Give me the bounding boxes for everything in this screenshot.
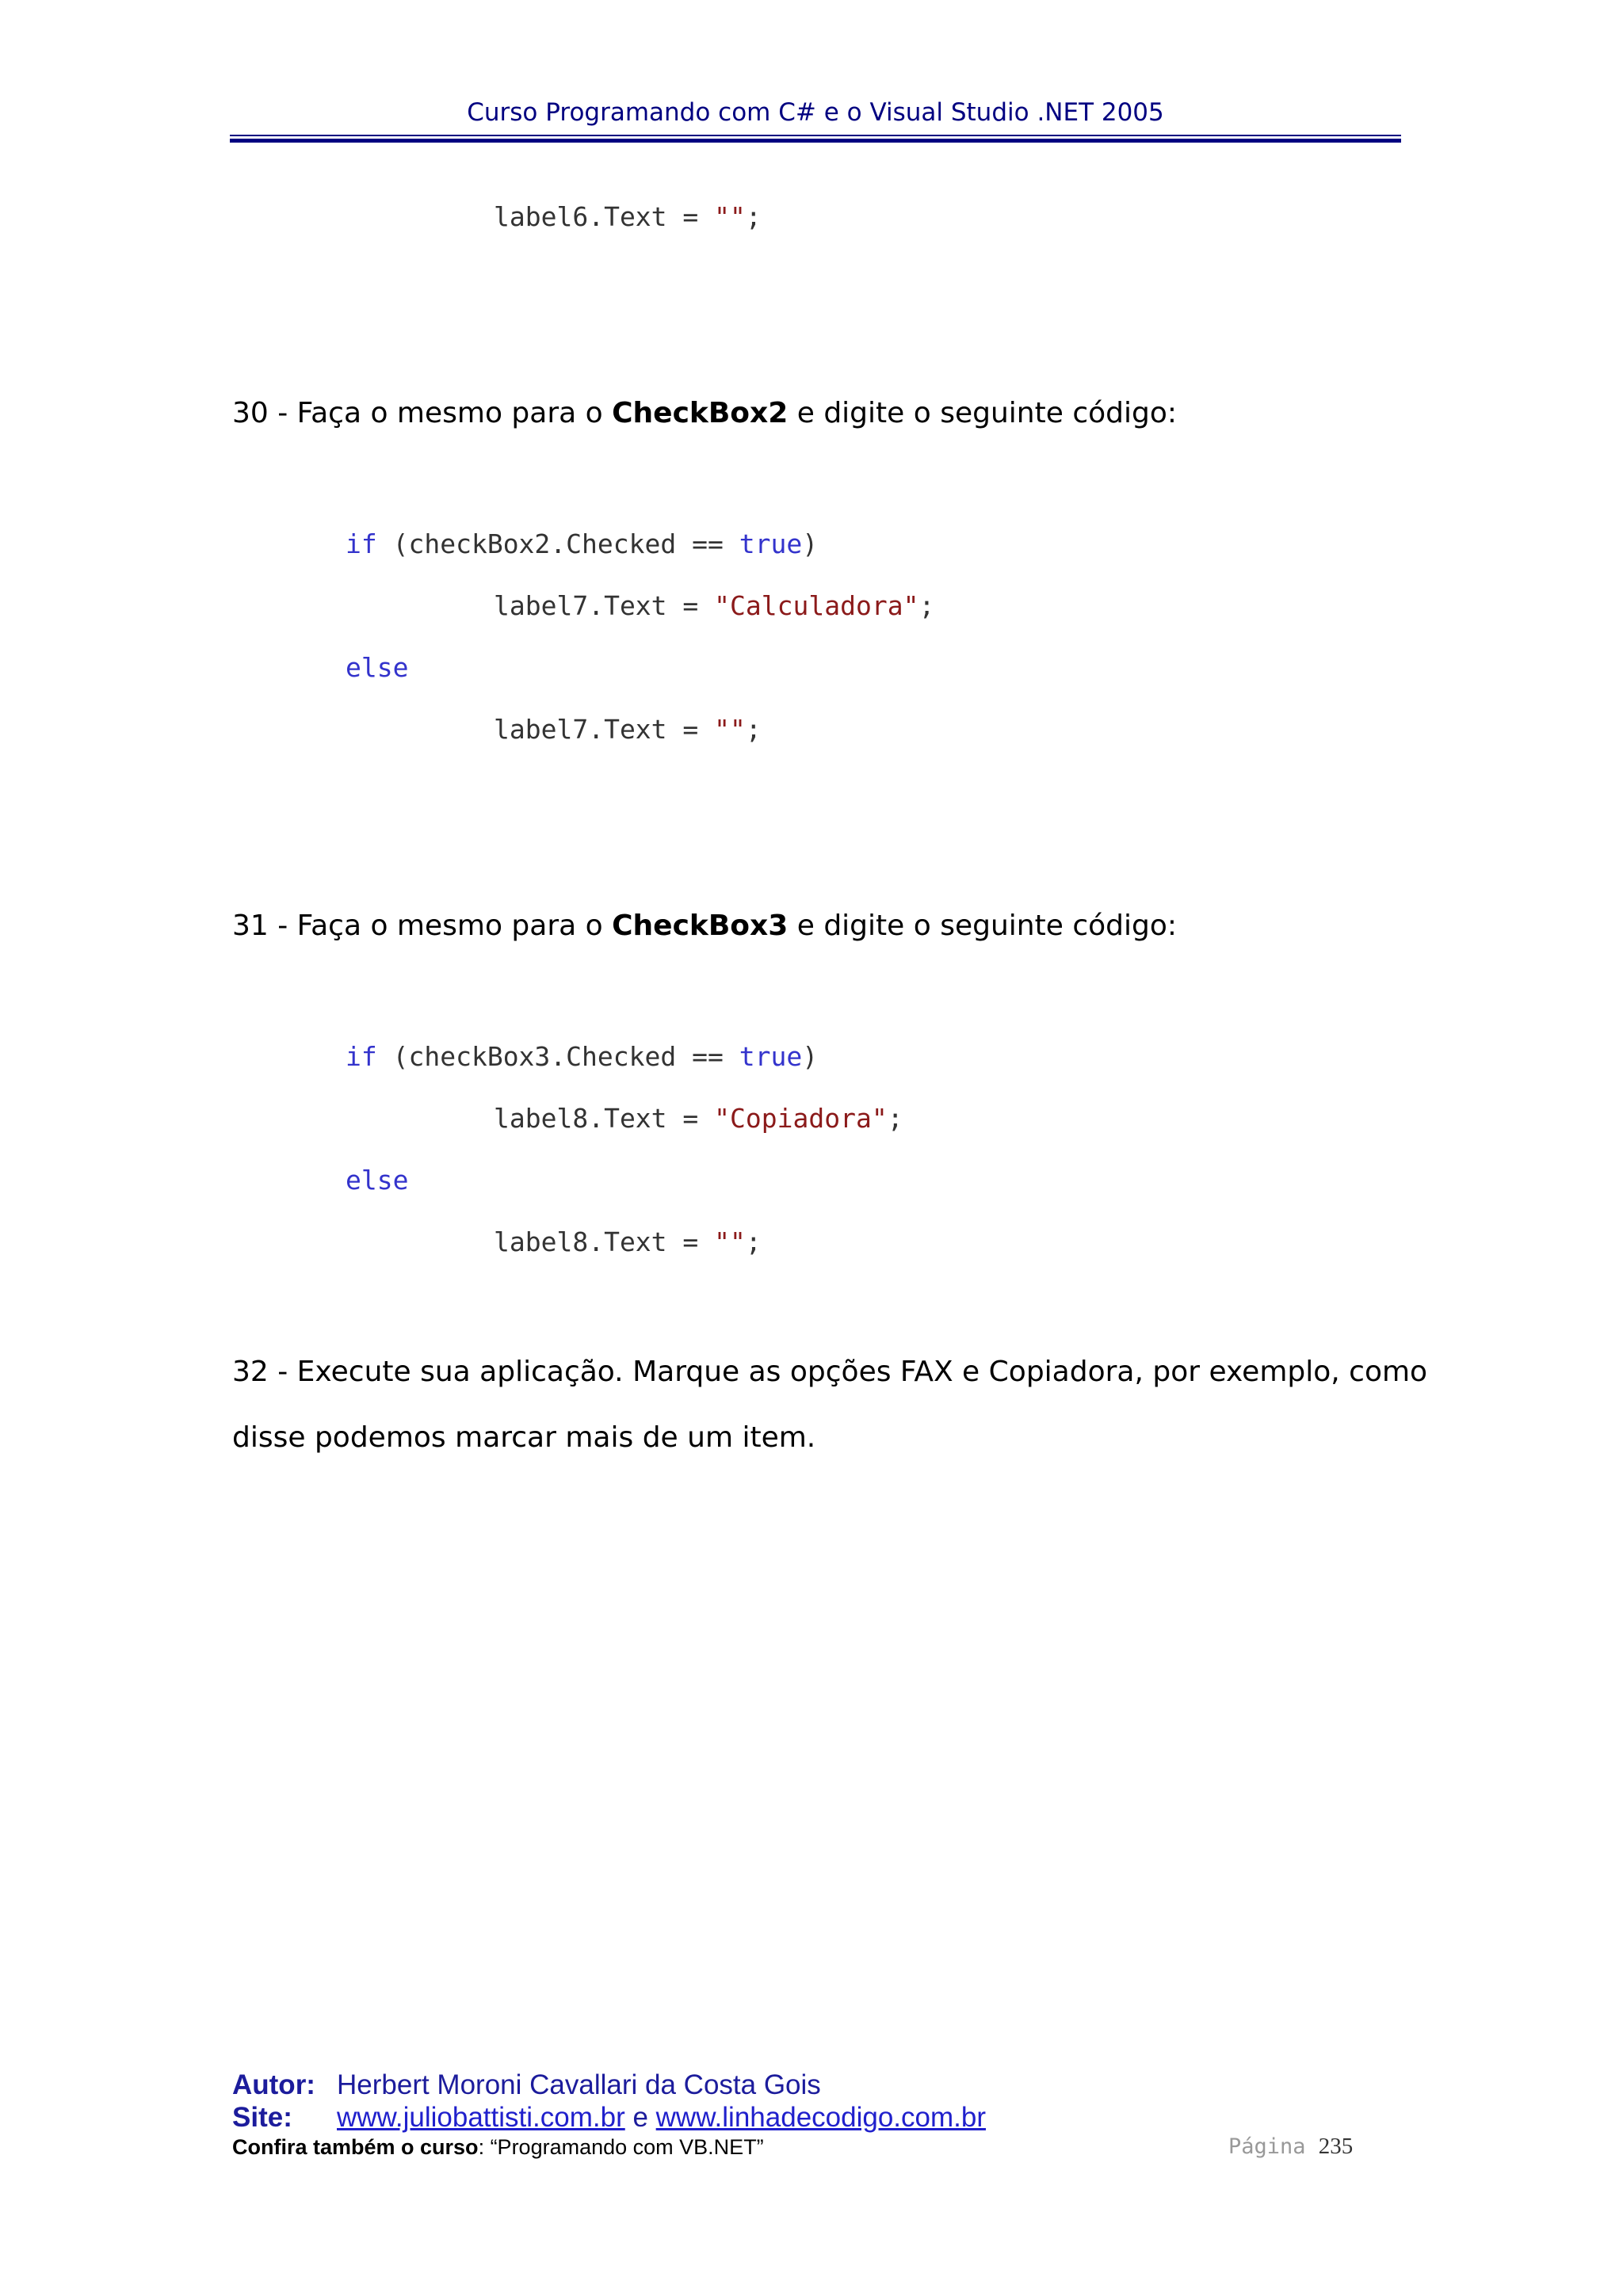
code30-else-body-line: label7.Text = ""; [494, 714, 762, 745]
footer-site-label: Site: [232, 2102, 292, 2133]
code-line-label6: label6.Text = ""; [494, 201, 762, 232]
step-30-instruction: 30 - Faça o mesmo para o CheckBox2 e digite o seguinte código: [232, 397, 1177, 429]
step-32-instruction-line1: 32 - Execute sua aplicação. Marque as opções FAX e Copiadora, por exemplo, como [232, 1356, 1428, 1388]
code30-then-line: label7.Text = "Calculadora"; [494, 590, 935, 621]
footer-author-row [232, 2069, 821, 2101]
code30-if-line: if (checkBox2.Checked == true) [346, 528, 819, 559]
code31-then-line: label8.Text = "Copiadora"; [494, 1103, 903, 1134]
page-number: Página 235 [1228, 2134, 1354, 2159]
footer-link-linhadecodigo[interactable]: www.linhadecodigo.com.br [655, 2102, 986, 2133]
footer-link-juliobattisti[interactable]: www.juliobattisti.com.br [337, 2102, 625, 2133]
code31-if-line: if (checkBox3.Checked == true) [346, 1041, 819, 1072]
step-32-instruction-line2: disse podemos marcar mais de um item. [232, 1421, 816, 1454]
page-header-title: Curso Programando com C# e o Visual Studio .NET 2005 [467, 98, 1164, 127]
footer-author-name: Herbert Moroni Cavallari da Costa Gois [337, 2069, 821, 2100]
footer-also-course: Confira também o curso: “Programando com VB.NET” [232, 2135, 764, 2159]
code30-else-line: else [346, 652, 409, 683]
header-divider [230, 135, 1401, 143]
footer-author-label: Autor: [232, 2069, 315, 2100]
step-30-checkbox-name: CheckBox2 [612, 397, 789, 429]
step-31-checkbox-name: CheckBox3 [612, 910, 789, 942]
code31-else-line: else [346, 1165, 409, 1196]
step-31-instruction: 31 - Faça o mesmo para o CheckBox3 e digite o seguinte código: [232, 910, 1177, 942]
code31-else-body-line: label8.Text = ""; [494, 1226, 762, 1257]
footer-site-row: Site: www.juliobattisti.com.br e www.linhadecodigo.com.br [232, 2102, 986, 2133]
